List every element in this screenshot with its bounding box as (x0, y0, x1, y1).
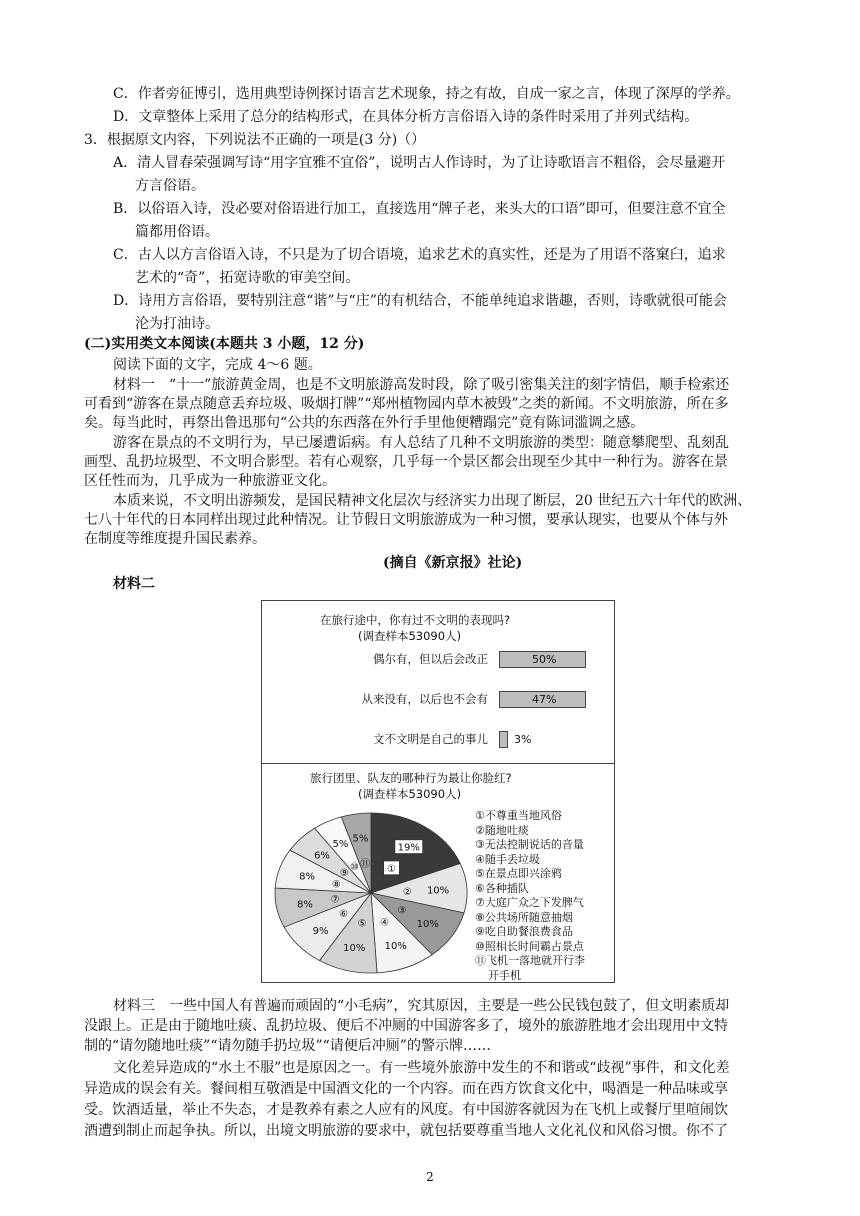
text-line: 酒遭到制止而起争执。所以，出境文明旅游的要求中，就包括要尊重当地人文化礼仪和风俗习惯。你不了 (84, 1123, 728, 1139)
text-line: (摘自《新京报》社论) (383, 555, 523, 571)
pie-legend-item: ⑤在景点即兴涂鸦 (475, 867, 562, 880)
text-line: 画型、乱扔垃圾型、不文明合影型。若有心观察，几乎每一个景区都会出现至少其中一种行为。游客在景 (84, 454, 728, 470)
pie-legend-item: ③无法控制说话的音量 (475, 838, 584, 851)
text-line: D．诗用方言俗语，要特别注意“谐”与“庄”的有机结合，不能单纯追求谐趣，否则，诗歌就很可能会 (113, 293, 727, 309)
pie-number-label: ③ (397, 905, 407, 917)
text-line: 异造成的误会有关。餐间相互敬酒是中国酒文化的一个内容。而在西方饮食文化中，喝酒是一种品味或享 (84, 1081, 728, 1097)
text-line: B．以俗语入诗，没必要对俗语进行加工，直接选用“牌子老，来头大的口语”即可，但要注意不宜全 (113, 201, 726, 217)
text-line: 材料三 一些中国人有普遍而顽固的“小毛病”，究其原因，主要是一些公民钱包鼓了，但文明素质却 (113, 998, 730, 1014)
text-line: 阅读下面的文字，完成 4～6 题。 (113, 357, 322, 373)
text-line: 区任性而为，几乎成为一种旅游亚文化。 (84, 473, 336, 489)
bar-category-label: 从来没有，以后也不会有 (361, 692, 488, 706)
pie-legend-item: ⑧公共场所随意抽烟 (475, 910, 573, 924)
text-line: 可看到“游客在景点随意丢弃垃圾、吸烟打牌”“郑州植物园内草木被毁”之类的新闻。不文明旅游，所在多 (84, 396, 729, 412)
pie-percent-label: 10% (384, 941, 407, 953)
text-line: 在制度等维度提升国民素养。 (84, 531, 266, 547)
chart-divider (262, 763, 614, 764)
text-line: 受。饮酒适量，举止不失态，才是教养有素之人应有的风度。有中国游客就因为在飞机上或餐厅里喧闹饮 (84, 1102, 728, 1118)
text-line: 七八十年代的日本同样出现过此种情况。让节假日文明旅游成为一种习惯，要承认现实，也要从个体与外 (84, 512, 728, 528)
text-line: 3．根据原文内容，下列说法不正确的一项是(3 分)（） (84, 132, 426, 148)
pie-legend-item: ①不尊重当地风俗 (475, 809, 562, 822)
pie-legend-item: ②随地吐痰 (475, 823, 529, 837)
pie-chart-title: 旅行团里、队友的哪种行为最让你脸红? (310, 771, 512, 785)
text-line: 文化差异造成的“水土不服”也是原因之一。有一些境外旅游中发生的不和谐或“歧视”事件，和文化差 (113, 1060, 730, 1076)
bar-value-label: 50% (532, 653, 557, 666)
text-line: 篇都用俗语。 (135, 224, 219, 240)
pie-number-label: ⑦ (330, 894, 340, 906)
pie-percent-label: 8% (299, 871, 316, 883)
text-line: 没跟上。正是由于随地吐痰、乱扔垃圾、便后不冲厕的中国游客多了，境外的旅游胜地才会出现用中文特 (84, 1018, 728, 1034)
pie-number-label: ⑤ (357, 918, 367, 930)
text-line: 本质来说，不文明出游频发，是国民精神文化层次与经济实力出现了断层，20 世纪五六十年代的欧洲、 (113, 493, 752, 509)
bar-value-label: 47% (532, 693, 557, 706)
survey-figure (261, 600, 615, 983)
text-line: A．清人冒春荣强调写诗“用字宜雅不宜俗”，说明古人作诗时，为了让诗歌语言不粗俗，会尽量避开 (113, 155, 726, 171)
bar-category-label: 偶尔有，但以后会改正 (373, 652, 488, 666)
pie-chart (268, 807, 474, 977)
text-line: 艺术的“奇”，拓宽诗歌的审美空间。 (135, 270, 360, 286)
text-line: 矣。每当此时，再祭出鲁迅那句“公共的东西落在外行手里他便糟蹋完”竟有陈词滥调之感。 (84, 415, 645, 431)
pie-number-label: ⑪ (360, 858, 371, 870)
text-line: 制的“请勿随地吐痰”“请勿随手扔垃圾”“请便后冲厕”的警示牌…… (84, 1038, 491, 1054)
text-line: (二)实用类文本阅读(本题共 3 小题，12 分) (84, 336, 365, 352)
text-line: 沦为打油诗。 (135, 316, 219, 332)
bar-category-label: 文不文明是自己的事儿 (373, 732, 488, 746)
pie-legend-item: ⑩照相长时间霸占景点 (475, 939, 584, 953)
text-line: D．文章整体上采用了总分的结构形式，在具体分析方言俗语入诗的条件时采用了并列式结构。 (113, 109, 699, 125)
pie-legend-item: ⑨吃自助餐浪费食品 (475, 925, 573, 938)
pie-number-label: ② (402, 887, 412, 899)
pie-number-label: ⑥ (339, 909, 349, 921)
pie-percent-label: 10% (343, 943, 366, 955)
pie-number-label: ⑩ (349, 861, 359, 873)
pie-percent-label: 9% (312, 926, 329, 938)
pie-legend-item: ④随手丢垃圾 (475, 852, 540, 866)
bar-chart-subtitle: (调查样本53090人) (358, 629, 462, 643)
text-line: 材料一 “十一”旅游黄金周，也是不文明旅游高发时段，除了吸引密集关注的刻字情侣，顺手检索还 (113, 377, 730, 393)
page-number: 2 (426, 1170, 434, 1184)
pie-legend-item-continued: 开手机 (488, 968, 521, 982)
pie-number-label: ⑧ (331, 879, 341, 891)
pie-number-label: ① (387, 863, 396, 875)
pie-percent-label: 5% (332, 839, 349, 851)
pie-legend-item: ⑥各种插队 (475, 881, 529, 895)
pie-number-label: ⑨ (339, 868, 349, 880)
pie-percent-label: 10% (426, 885, 450, 897)
text-line: 材料二 (113, 576, 155, 592)
pie-percent-label: 6% (314, 850, 330, 862)
bar-chart-title: 在旅行途中，你有过不文明的表现吗? (320, 613, 511, 627)
pie-legend-item: ⑦大庭广众之下发脾气 (475, 896, 584, 909)
pie-chart-subtitle: (调查样本53090人) (358, 787, 462, 801)
pie-percent-label: 10% (416, 919, 439, 931)
pie-percent-label: 8% (297, 899, 313, 911)
pie-legend-item: ⑪飞机一落地就开行李 (475, 954, 585, 967)
pie-percent-label: 19% (397, 842, 420, 854)
bar (499, 731, 508, 748)
text-line: C．作者旁征博引，选用典型诗例探讨语言艺术现象，持之有故，自成一家之言，体现了深厚的学养。 (113, 86, 740, 102)
pie-number-label: ④ (379, 917, 389, 929)
pie-percent-label: 5% (352, 833, 369, 845)
text-line: 方言俗语。 (135, 178, 205, 194)
bar-value-label: 3% (514, 733, 532, 746)
text-line: 游客在景点的不文明行为，早已屡遭诟病。有人总结了几种不文明旅游的类型：随意攀爬型、乱刻乱 (113, 435, 729, 451)
text-line: C．古人以方言俗语入诗，不只是为了切合语境，追求艺术的真实性，还是为了用语不落窠臼，追求 (113, 247, 726, 263)
